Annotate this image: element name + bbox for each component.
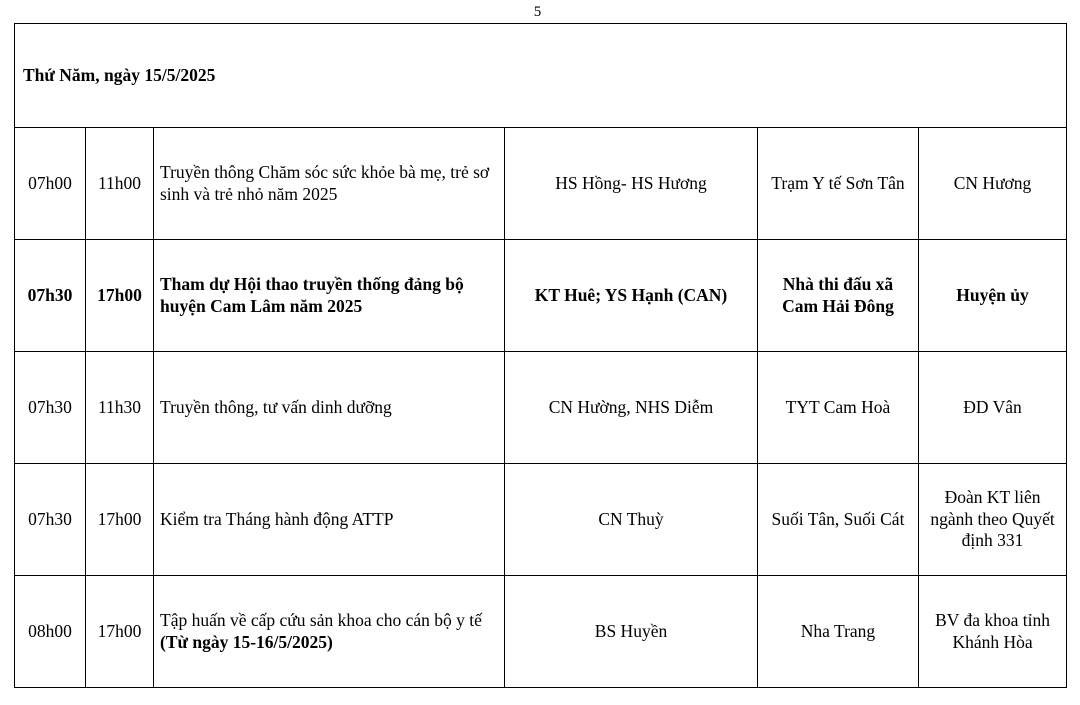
participants: HS Hồng- HS Hương	[505, 128, 758, 240]
table-row	[15, 464, 1067, 576]
location: Nha Trang	[758, 576, 919, 688]
start-time: 07h30	[15, 464, 86, 576]
date-range-note: (Từ ngày 15-16/5/2025)	[160, 631, 333, 652]
day-header: Thứ Năm, ngày 15/5/2025	[15, 24, 1067, 128]
location: Trạm Y tế Sơn Tân	[758, 128, 919, 240]
table-row	[15, 240, 1067, 352]
lead-unit: Đoàn KT liên ngành theo Quyết định 331	[919, 464, 1067, 576]
activity-content: Truyền thông, tư vấn dinh dưỡng	[154, 352, 505, 464]
end-time: 11h00	[86, 128, 154, 240]
activity-content	[154, 576, 505, 688]
location: Nhà thi đấu xã Cam Hải Đông	[758, 240, 919, 352]
table-row	[15, 576, 1067, 688]
lead-unit: CN Hương	[919, 128, 1067, 240]
participants: CN Thuỳ	[505, 464, 758, 576]
lead-unit: BV đa khoa tỉnh Khánh Hòa	[919, 576, 1067, 688]
participants: KT Huê; YS Hạnh (CAN)	[505, 240, 758, 352]
activity-content: Kiểm tra Tháng hành động ATTP	[154, 464, 505, 576]
table-row	[15, 128, 1067, 240]
lead-unit: ĐD Vân	[919, 352, 1067, 464]
day-header-row	[15, 24, 1067, 128]
start-time: 08h00	[15, 576, 86, 688]
location: Suối Tân, Suối Cát	[758, 464, 919, 576]
end-time: 17h00	[86, 576, 154, 688]
activity-text: Tập huấn về cấp cứu sản khoa cho cán bộ y tế	[160, 610, 482, 631]
participants: BS Huyền	[505, 576, 758, 688]
start-time: 07h30	[15, 352, 86, 464]
table-row	[15, 352, 1067, 464]
page-number: 5	[533, 4, 542, 20]
lead-unit: Huyện ủy	[919, 240, 1067, 352]
location: TYT Cam Hoà	[758, 352, 919, 464]
schedule-table	[14, 23, 1067, 688]
participants: CN Hường, NHS Diễm	[505, 352, 758, 464]
end-time: 11h30	[86, 352, 154, 464]
start-time: 07h00	[15, 128, 86, 240]
activity-content: Tham dự Hội thao truyền thống đảng bộ huyện Cam Lâm năm 2025	[154, 240, 505, 352]
activity-content: Truyền thông Chăm sóc sức khỏe bà mẹ, trẻ sơ sinh và trẻ nhỏ năm 2025	[154, 128, 505, 240]
end-time: 17h00	[86, 240, 154, 352]
end-time: 17h00	[86, 464, 154, 576]
start-time: 07h30	[15, 240, 86, 352]
